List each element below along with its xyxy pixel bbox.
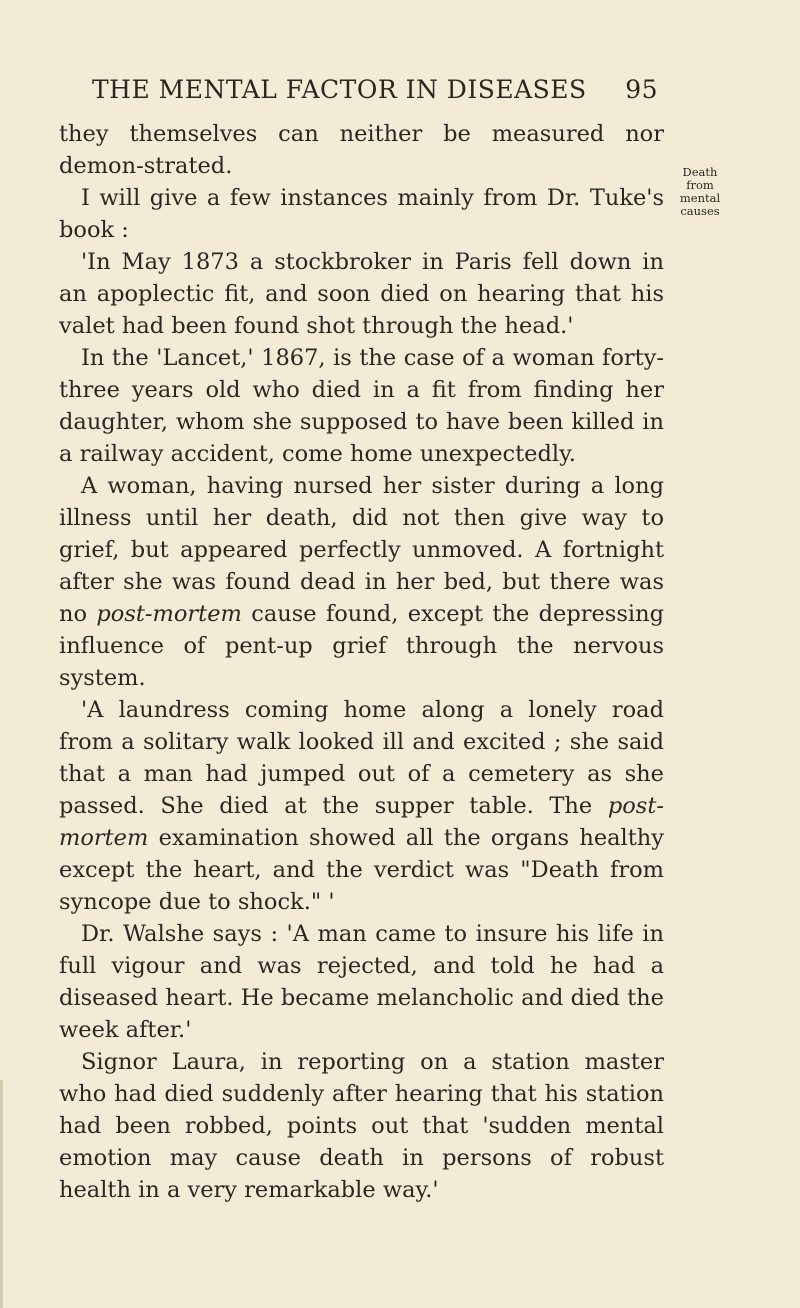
running-title: THE MENTAL FACTOR IN DISEASES	[92, 75, 587, 104]
margin-note	[669, 166, 731, 218]
margin-note-line: mental	[679, 191, 721, 205]
text-run: examination showed all the organs healthy except the heart, and the verdict was "Death from syncope due to shock." '	[59, 825, 664, 915]
margin-note-line: from	[686, 178, 714, 192]
italic-term: post-mortem	[59, 793, 664, 851]
paragraph	[59, 470, 664, 694]
paragraph: Signor Laura, in reporting on a station master who had died suddenly after hearing that his station had been robbed, points out that 'sudden mental emotion may cause death in persons of robust health in a very remarkable way.'	[59, 1049, 664, 1203]
text-run: 'A laundress coming home along a lonely road from a solitary walk looked ill and excited ; she said that a man had jumped out of a cemetery as she passed. She died at the supper table. The	[59, 697, 664, 819]
margin-note-line: Death	[682, 165, 718, 179]
text-run: A woman, having nursed her sister during a long illness until her death, did not then give way to grief, but appeared perfectly unmoved. A fortnight after she was found dead in her bed, but there was no	[59, 473, 664, 627]
paragraph	[59, 694, 664, 918]
paragraph: I will give a few instances mainly from Dr. Tuke's book :	[59, 185, 664, 243]
body-text	[59, 118, 664, 1206]
text-run: cause found, except the depressing influence of pent-up grief through the nervous system.	[59, 601, 664, 691]
paragraph: Dr. Walshe says : 'A man came to insure his life in full vigour and was rejected, and told he had a diseased heart. He became melancholic and died the week after.'	[59, 921, 664, 1043]
paragraph: 'In May 1873 a stockbroker in Paris fell down in an apoplectic fit, and soon died on hearing that his valet had been found shot through the head.'	[59, 249, 664, 339]
paragraph: they themselves can neither be measured nor demon-strated.	[59, 121, 664, 179]
page-number: 95	[625, 75, 658, 104]
paragraph: In the 'Lancet,' 1867, is the case of a woman forty-three years old who died in a fit from finding her daughter, whom she supposed to have been killed in a railway accident, come home unexpectedly.	[59, 345, 664, 467]
page-edge-shadow	[0, 1080, 3, 1308]
margin-note-line: causes	[680, 204, 720, 218]
italic-term: post-mortem	[96, 601, 242, 627]
page-header	[92, 72, 658, 108]
